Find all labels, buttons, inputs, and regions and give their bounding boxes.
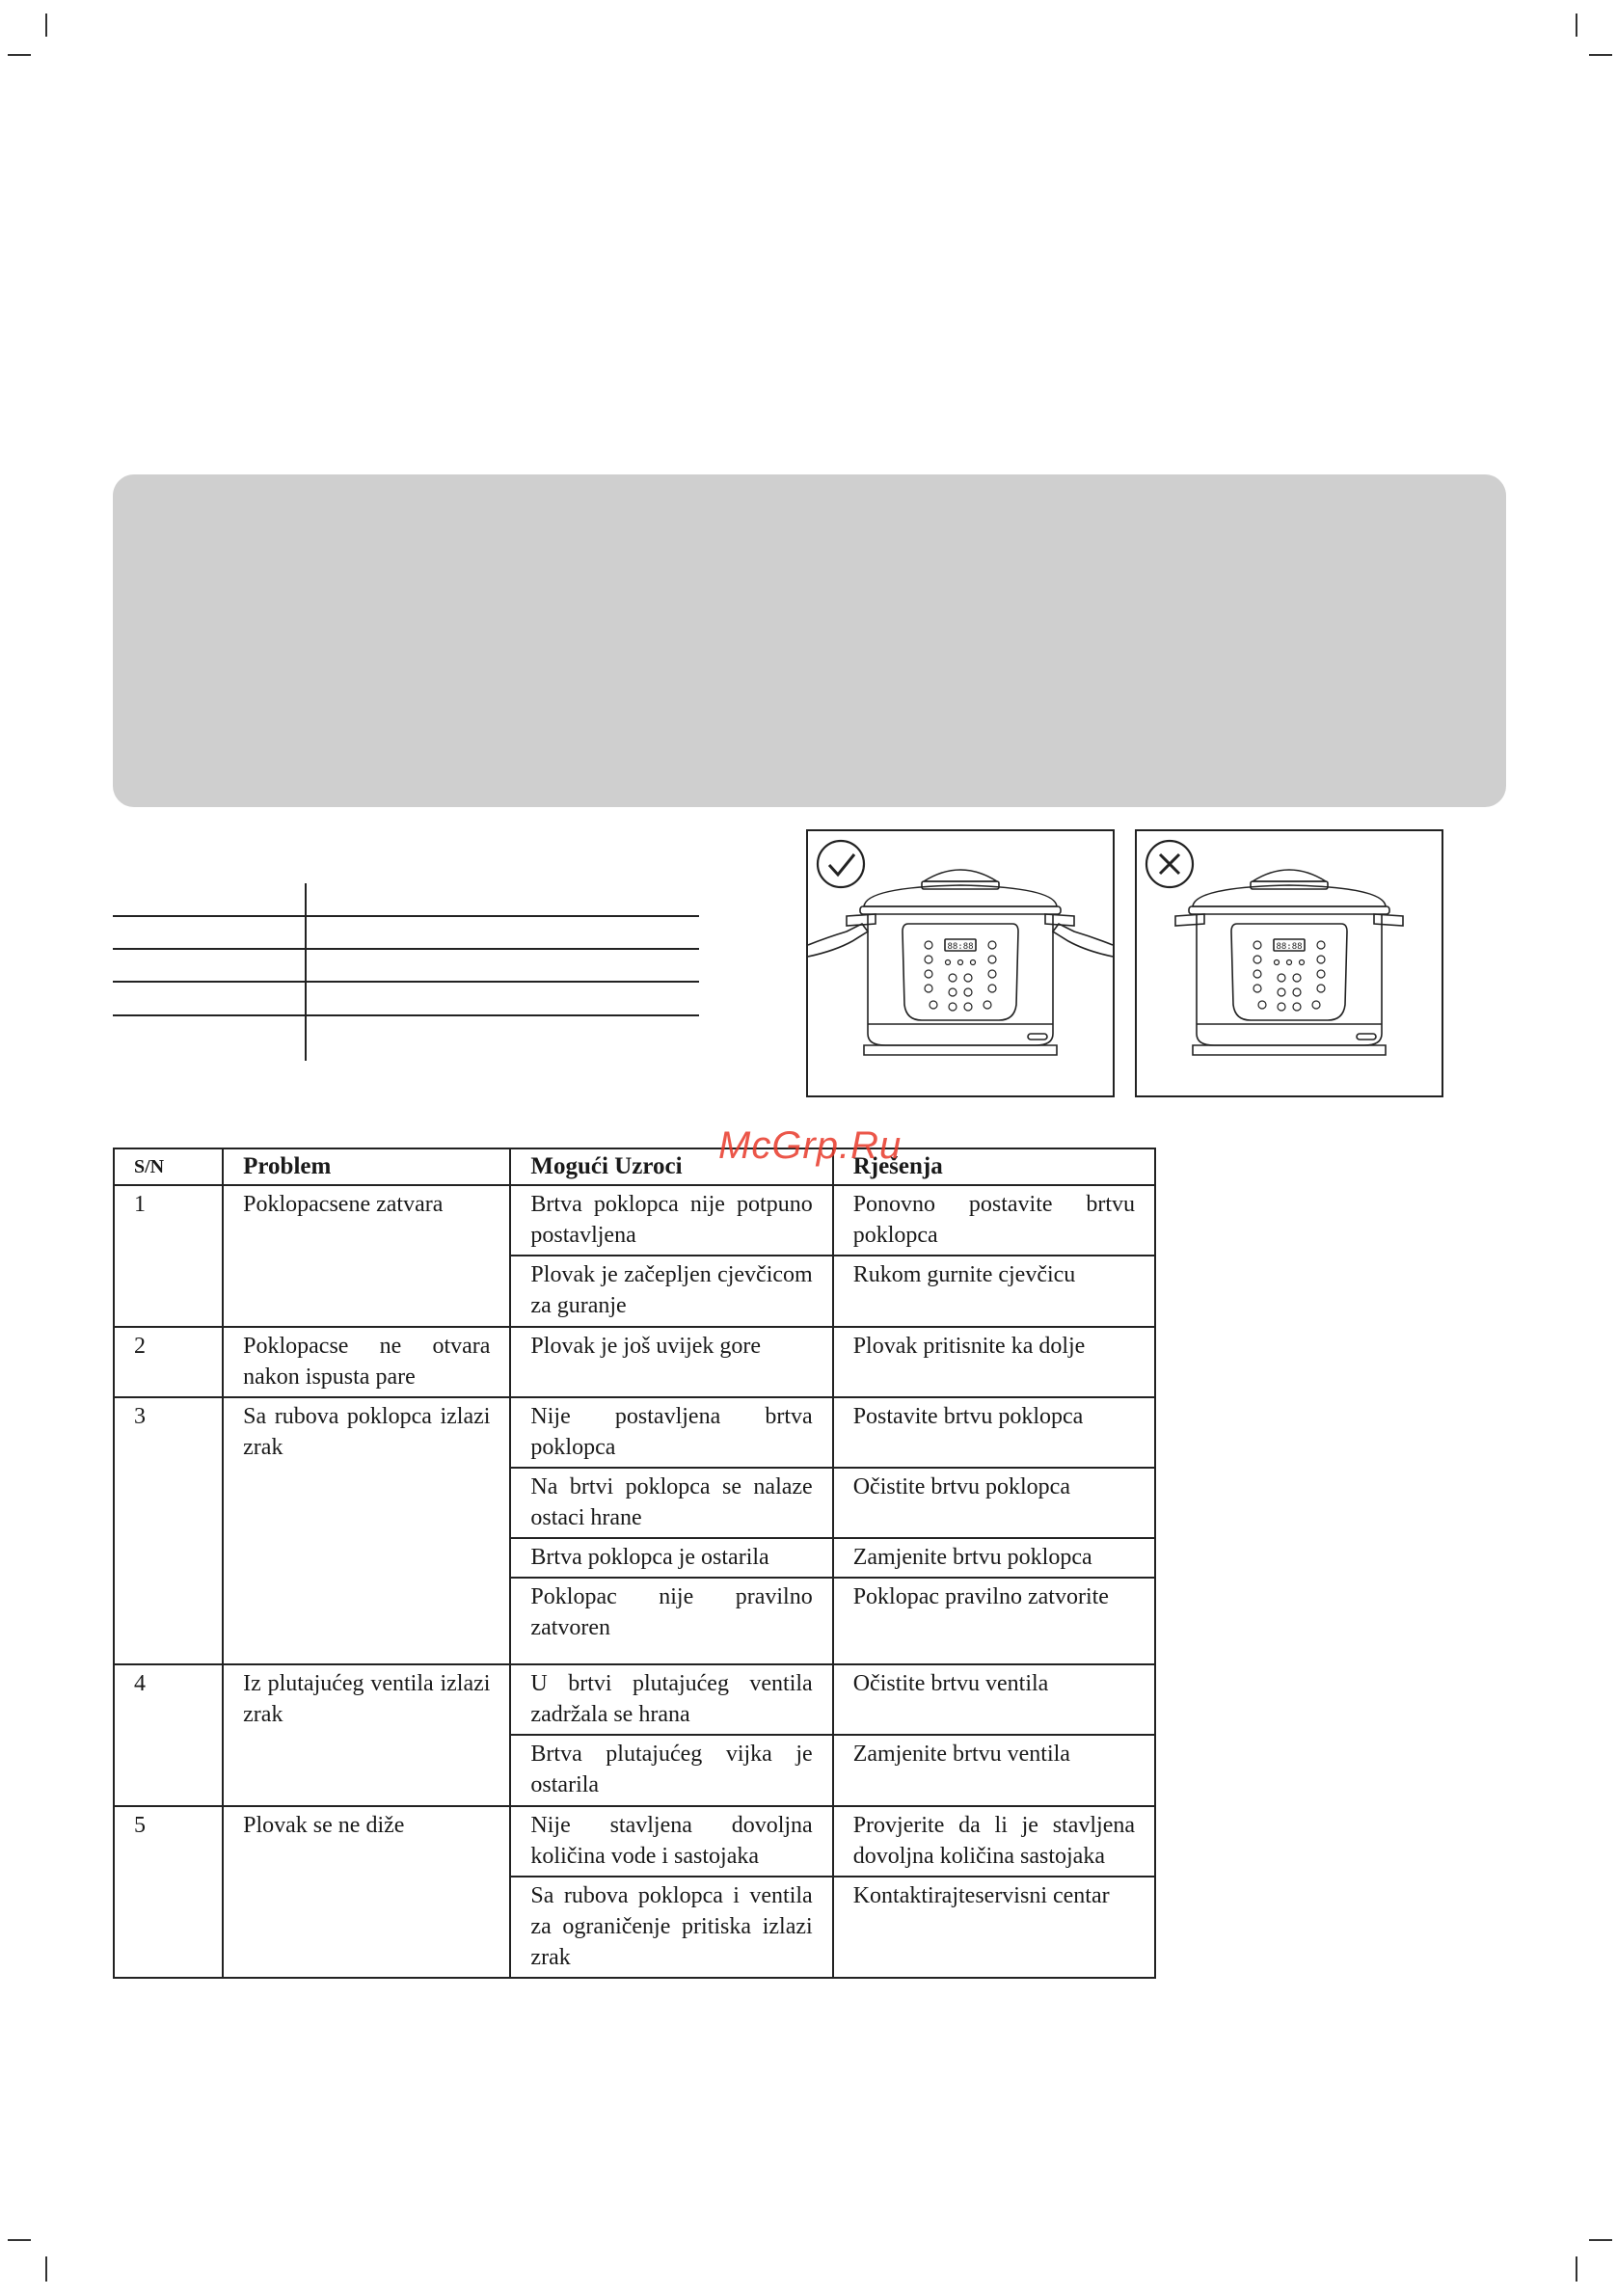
table-row — [114, 1664, 1155, 1735]
solution-cell: Provjerite da li je stavljena dovoljna količina sastojaka — [833, 1806, 1155, 1877]
cause-cell: Brtva poklopca nije potpuno postavljena — [510, 1185, 832, 1256]
solution-cell: Ponovno postavite brtvu poklopca — [833, 1185, 1155, 1256]
spec-table-rule — [113, 981, 699, 983]
cause-cell: Nije postavljena brtva poklopca — [510, 1397, 832, 1468]
troubleshooting-table — [113, 1148, 1156, 1979]
x-circle-icon — [1146, 841, 1193, 887]
header-problem: Problem — [223, 1148, 510, 1185]
crop-mark — [1589, 2239, 1612, 2241]
row-number: 1 — [114, 1185, 223, 1327]
problem-cell: Poklopacse ne otvara nakon ispusta pare — [223, 1327, 510, 1397]
crop-mark — [45, 2256, 47, 2282]
watermark: McGrp.Ru — [718, 1124, 903, 1167]
cause-cell: U brtvi plutajućeg ventila zadržala se hrana — [510, 1664, 832, 1735]
solution-cell: Zamjenite brtvu poklopca — [833, 1538, 1155, 1578]
row-number: 3 — [114, 1397, 223, 1664]
figure-incorrect-handling — [1135, 829, 1443, 1097]
table-row — [114, 1397, 1155, 1468]
spec-table-rule — [113, 915, 699, 917]
solution-cell: Očistite brtvu poklopca — [833, 1468, 1155, 1538]
solution-cell: Kontaktirajteservisni centar — [833, 1877, 1155, 1978]
solution-cell: Očistite brtvu ventila — [833, 1664, 1155, 1735]
crop-mark — [8, 54, 31, 56]
solution-cell: Plovak pritisnite ka dolje — [833, 1327, 1155, 1397]
spec-table-rule — [113, 948, 699, 950]
figure-correct-handling — [806, 829, 1115, 1097]
pressure-cooker-illustration — [1137, 831, 1442, 1095]
crop-mark — [45, 14, 47, 37]
table-row — [114, 1327, 1155, 1397]
problem-cell: Iz plutajućeg ventila izlazi zrak — [223, 1664, 510, 1806]
solution-cell: Poklopac pravilno zatvorite — [833, 1578, 1155, 1664]
solution-cell: Postavite brtvu poklopca — [833, 1397, 1155, 1468]
cause-cell: Poklopac nije pravilno zatvoren — [510, 1578, 832, 1664]
crop-mark — [1576, 2256, 1577, 2282]
header-sn: S/N — [114, 1148, 223, 1185]
crop-mark — [1589, 54, 1612, 56]
crop-mark — [8, 2239, 31, 2241]
spec-table — [113, 883, 699, 1061]
spec-table-rule — [113, 1014, 699, 1016]
crop-mark — [1576, 14, 1577, 37]
solution-cell: Rukom gurnite cjevčicu — [833, 1256, 1155, 1327]
problem-cell: Plovak se ne diže — [223, 1806, 510, 1978]
row-number: 5 — [114, 1806, 223, 1978]
cause-cell: Nije stavljena dovoljna količina vode i sastojaka — [510, 1806, 832, 1877]
display-readout: 88:88 — [1276, 942, 1303, 952]
display-readout: 88:88 — [947, 942, 974, 952]
solution-cell: Zamjenite brtvu ventila — [833, 1735, 1155, 1806]
table-row — [114, 1185, 1155, 1256]
row-number: 4 — [114, 1664, 223, 1806]
cause-cell: Sa rubova poklopca i ventila za ograničenje pritiska izlazi zrak — [510, 1877, 832, 1978]
table-header-row — [114, 1148, 1155, 1185]
row-number: 2 — [114, 1327, 223, 1397]
header-causes: Mogući Uzroci — [510, 1148, 832, 1185]
cause-cell: Plovak je još uvijek gore — [510, 1327, 832, 1397]
table-row — [114, 1806, 1155, 1877]
spec-table-divider — [305, 883, 307, 1061]
cause-cell: Brtva plutajućeg vijka je ostarila — [510, 1735, 832, 1806]
problem-cell: Sa rubova poklopca izlazi zrak — [223, 1397, 510, 1664]
cause-cell: Plovak je začepljen cjevčicom za guranje — [510, 1256, 832, 1327]
check-circle-icon — [818, 841, 864, 887]
cause-cell: Brtva poklopca je ostarila — [510, 1538, 832, 1578]
header-solutions: Rješenja — [833, 1148, 1155, 1185]
cause-cell: Na brtvi poklopca se nalaze ostaci hrane — [510, 1468, 832, 1538]
pressure-cooker-illustration — [808, 831, 1113, 1095]
gray-header-panel — [113, 474, 1506, 807]
problem-cell: Poklopacsene zatvara — [223, 1185, 510, 1327]
